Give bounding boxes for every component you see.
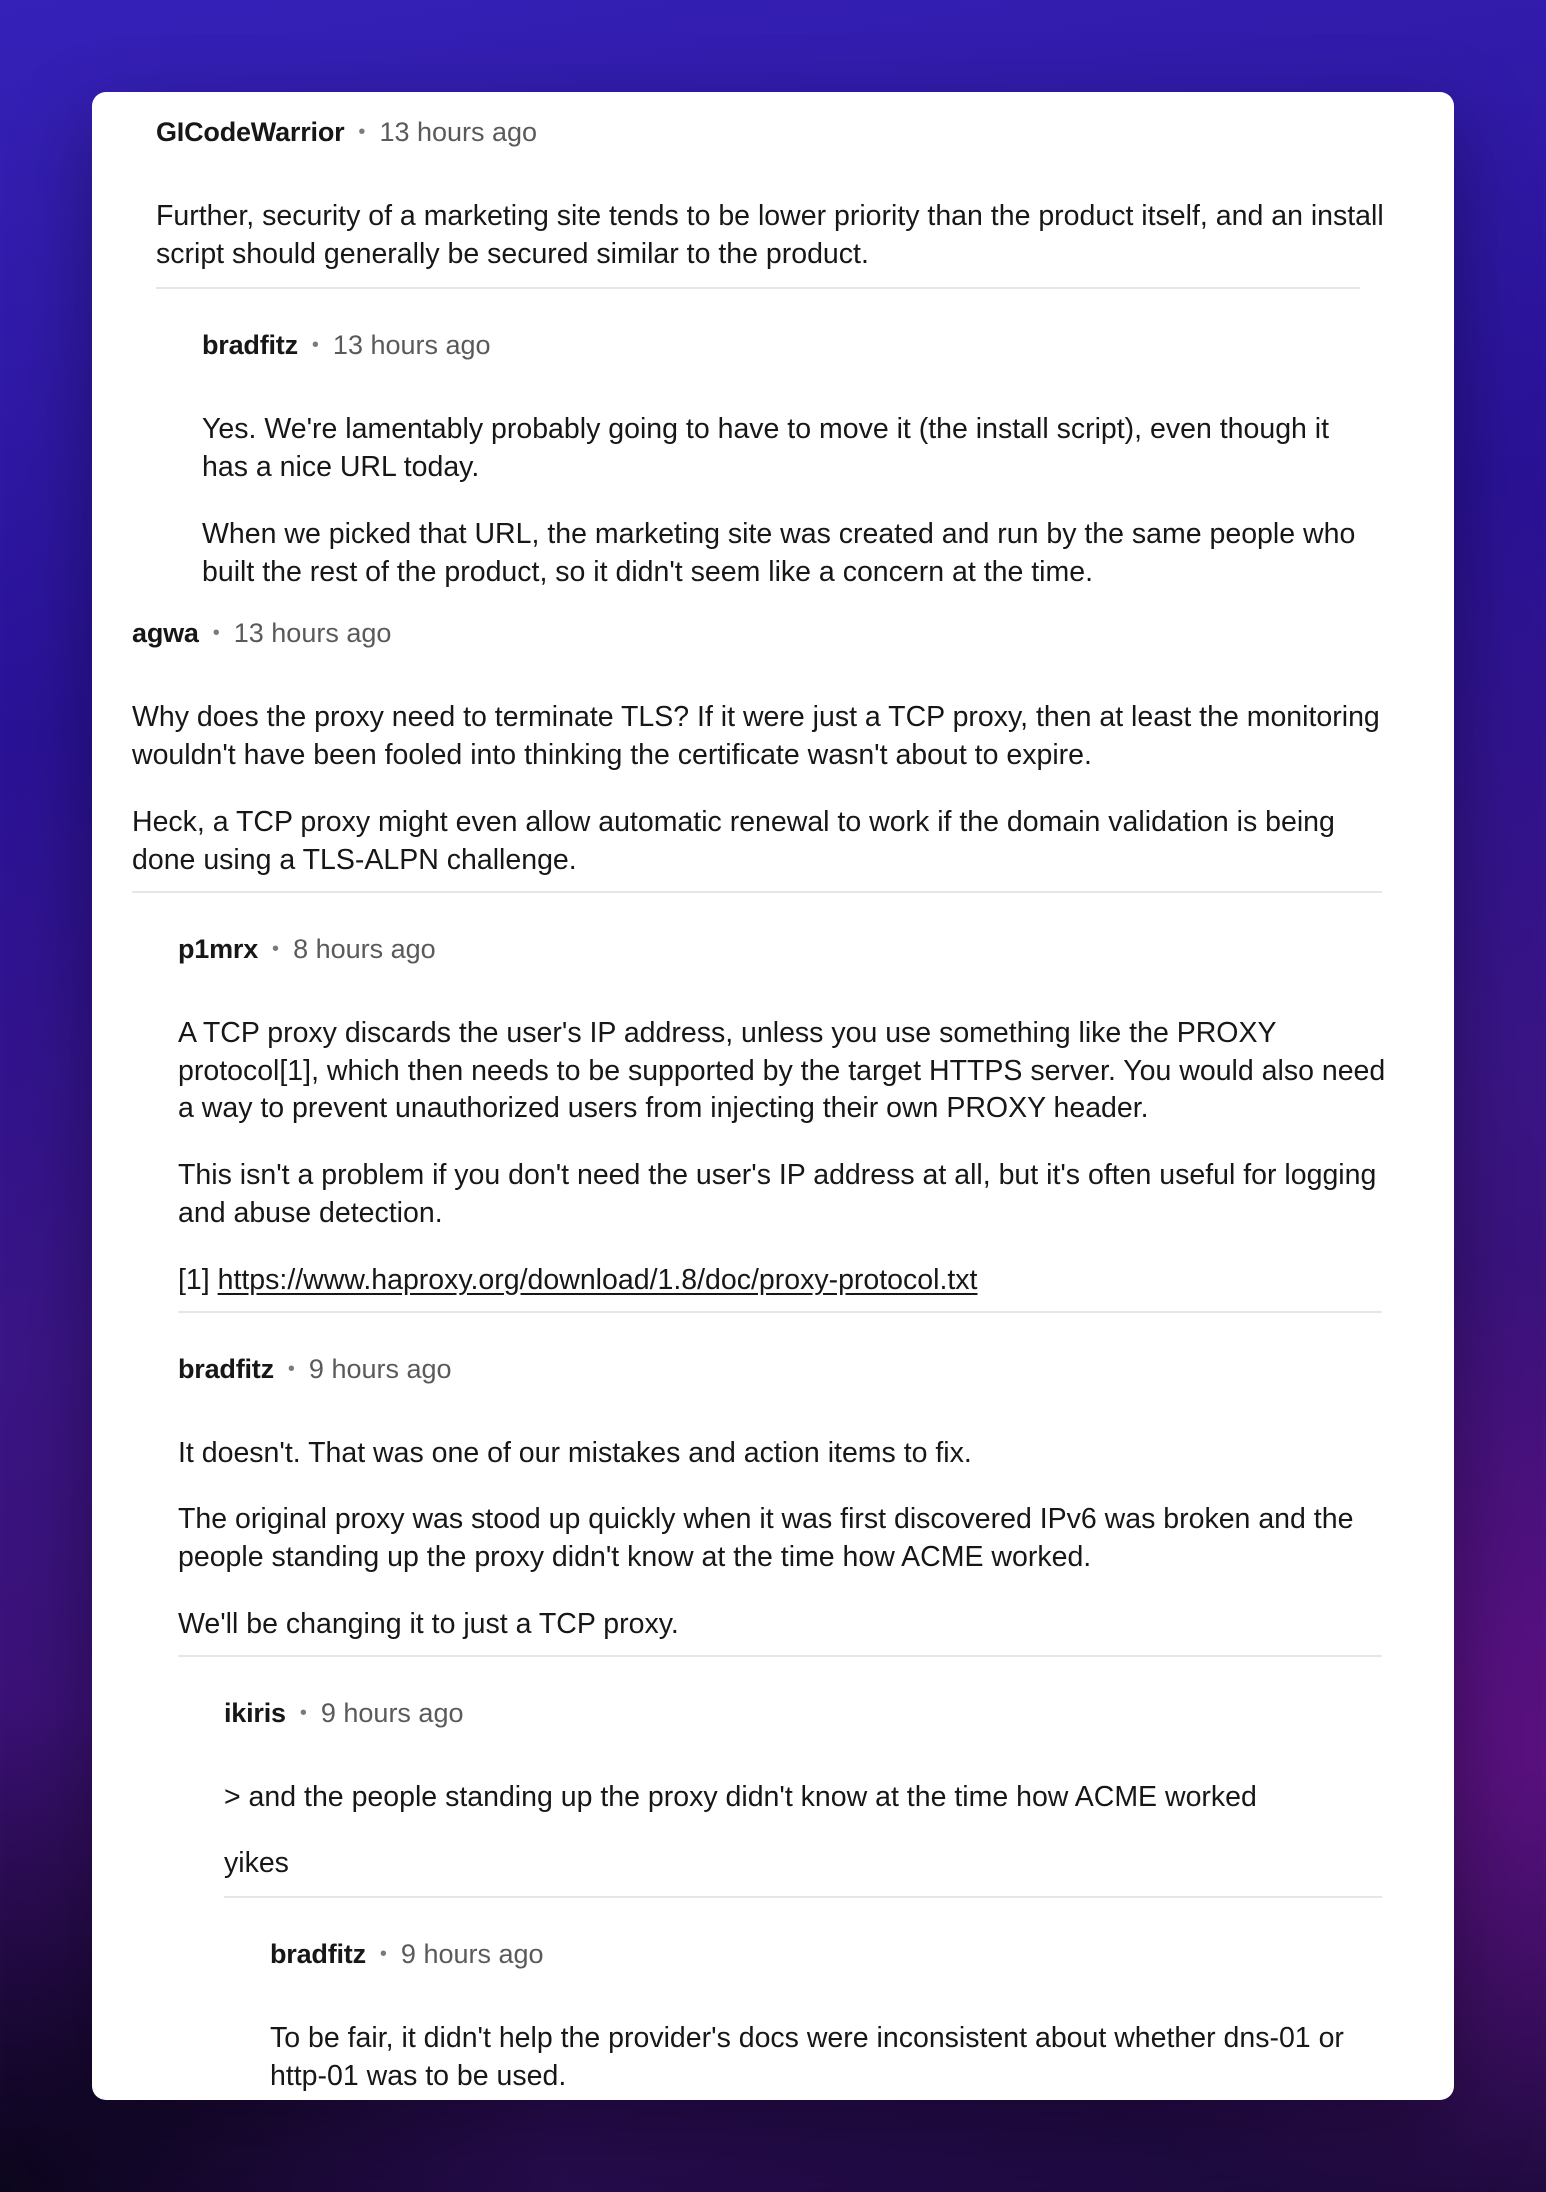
- separator-dot: •: [272, 937, 280, 960]
- comment-author[interactable]: bradfitz: [178, 1353, 274, 1384]
- comment-timestamp[interactable]: 9 hours ago: [400, 1938, 544, 1969]
- separator-dot: •: [311, 333, 319, 356]
- comment-text: Further, security of a marketing site tends to be lower priority than the product itself, and an install script should generally be secured similar to the product.: [156, 200, 1384, 270]
- divider: [156, 287, 1360, 289]
- comment-meta: [178, 929, 1398, 969]
- comment-timestamp[interactable]: 9 hours ago: [320, 1697, 464, 1728]
- comment: [270, 1934, 1400, 2092]
- comment-meta: [132, 613, 1392, 653]
- comment-meta: [224, 1693, 1394, 1733]
- comment-timestamp[interactable]: 13 hours ago: [332, 329, 491, 360]
- comment-text: This isn't a problem if you don't need the user's IP address at all, but it's often useful for logging and abuse detection.: [178, 1159, 1377, 1229]
- divider: [224, 1896, 1382, 1898]
- separator-dot: •: [299, 1701, 307, 1724]
- comment: [224, 1693, 1394, 1879]
- comment-text: When we picked that URL, the marketing site was created and run by the same people who built the rest of the product, so it didn't seem like a concern at the time.: [202, 518, 1356, 588]
- divider: [178, 1655, 1382, 1657]
- comment-text: > and the people standing up the proxy didn't know at the time how ACME worked: [224, 1781, 1257, 1813]
- comment-author[interactable]: ikiris: [224, 1697, 286, 1728]
- footnote-link[interactable]: https://www.haproxy.org/download/1.8/doc/proxy-protocol.txt: [217, 1264, 978, 1296]
- comment-text: Yes. We're lamentably probably going to have to move it (the install script), even though it has a nice URL today.: [202, 413, 1330, 483]
- comment: [178, 1349, 1398, 1640]
- comment: [202, 325, 1432, 588]
- comment-timestamp[interactable]: 8 hours ago: [293, 933, 436, 964]
- comment-meta: [202, 325, 1432, 365]
- divider: [178, 1311, 1382, 1313]
- footnote-marker: [1]: [178, 1264, 210, 1296]
- comment: [132, 613, 1392, 876]
- separator-dot: •: [379, 1942, 387, 1965]
- comment-meta: [178, 1349, 1398, 1389]
- comment-text: We'll be changing it to just a TCP proxy.: [178, 1608, 679, 1640]
- separator-dot: •: [212, 621, 220, 644]
- comment-footnote: [178, 1262, 1398, 1300]
- comment-text: To be fair, it didn't help the provider's docs were inconsistent about whether dns-01 or http-01 was to be used.: [270, 2022, 1344, 2092]
- comment-author[interactable]: bradfitz: [270, 1938, 366, 1969]
- separator-dot: •: [358, 120, 366, 143]
- comment-text: The original proxy was stood up quickly when it was first discovered IPv6 was broken and the people standing up the proxy didn't know at the time how ACME worked.: [178, 1503, 1354, 1573]
- comment-thread-card: [92, 92, 1454, 2100]
- comment-author[interactable]: agwa: [132, 617, 199, 648]
- comment-text: A TCP proxy discards the user's IP address, unless you use something like the PROXY protocol[1], which then needs to be supported by the target HTTPS server. You would also need a way to prevent unauthorized users from injecting their own PROXY header.: [178, 1017, 1386, 1124]
- comment: [156, 112, 1386, 270]
- comment-text: Heck, a TCP proxy might even allow automatic renewal to work if the domain validation is being done using a TLS-ALPN challenge.: [132, 806, 1335, 876]
- comment-meta: [156, 112, 1386, 152]
- comment-timestamp[interactable]: 9 hours ago: [308, 1353, 452, 1384]
- separator-dot: •: [287, 1357, 295, 1380]
- comment-meta: [270, 1934, 1400, 1974]
- comment-text: yikes: [224, 1847, 289, 1879]
- comment-author[interactable]: p1mrx: [178, 933, 259, 964]
- comment: [178, 929, 1398, 1296]
- comment-author[interactable]: bradfitz: [202, 329, 298, 360]
- comment-timestamp[interactable]: 13 hours ago: [379, 116, 538, 147]
- comment-text: Why does the proxy need to terminate TLS? If it were just a TCP proxy, then at least the monitoring wouldn't have been fooled into thinking the certificate wasn't about to expire.: [132, 701, 1380, 771]
- comment-timestamp[interactable]: 13 hours ago: [233, 617, 392, 648]
- comment-author[interactable]: GICodeWarrior: [156, 116, 345, 147]
- comment-text: It doesn't. That was one of our mistakes and action items to fix.: [178, 1437, 972, 1469]
- divider: [132, 891, 1382, 893]
